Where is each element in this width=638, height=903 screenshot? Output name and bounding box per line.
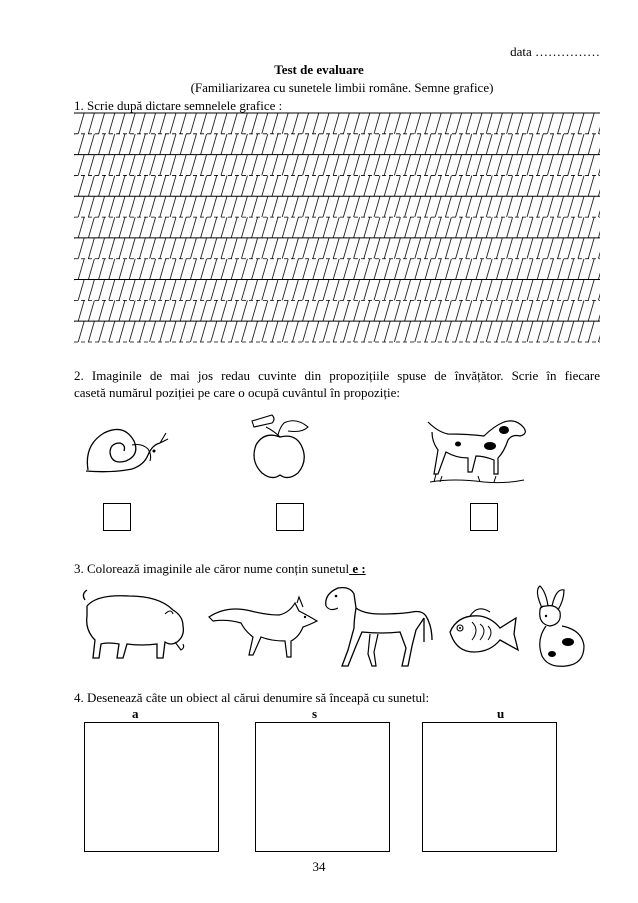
drawing-box-a[interactable] bbox=[84, 722, 219, 852]
slant-lines bbox=[68, 113, 604, 342]
handwriting-grid[interactable] bbox=[74, 113, 600, 342]
page-subtitle: (Familiarizarea cu sunetele limbii române. Semne grafice) bbox=[190, 80, 494, 95]
drawing-box-u[interactable] bbox=[422, 722, 557, 852]
rabbit-icon bbox=[528, 584, 594, 674]
fish-icon bbox=[444, 600, 524, 666]
answer-box-apple[interactable] bbox=[276, 503, 304, 531]
answer-box-dog[interactable] bbox=[470, 503, 498, 531]
date-label: data …………… bbox=[510, 44, 600, 59]
page-number: 34 bbox=[312, 859, 326, 874]
fox-icon bbox=[207, 597, 322, 661]
drawing-box-s[interactable] bbox=[255, 722, 390, 852]
exercise3-prompt bbox=[74, 561, 366, 576]
letter-u: u bbox=[497, 706, 505, 721]
snail-icon bbox=[82, 415, 172, 475]
letter-a: a bbox=[132, 706, 139, 721]
answer-box-snail[interactable] bbox=[103, 503, 131, 531]
exercise2-line1: 2. Imaginile de mai jos redau cuvinte din propozițiile spuse de învățător. Scrie în fiecare bbox=[74, 368, 600, 383]
horse-icon bbox=[320, 584, 440, 670]
exercise3-sound: e : bbox=[349, 561, 366, 576]
exercise2-line2: casetă numărul poziției pe care o ocupă cuvântul în propoziție: bbox=[74, 385, 400, 400]
page-title: Test de evaluare bbox=[274, 62, 364, 77]
apple-icon bbox=[244, 413, 324, 483]
exercise4-prompt: 4. Desenează câte un obiect al cărui denumire să înceapă cu sunetul: bbox=[74, 690, 430, 705]
dog-icon bbox=[424, 412, 532, 492]
exercise3-prompt-text: 3. Colorează imaginile ale căror nume conțin sunetul bbox=[74, 561, 350, 576]
pig-icon bbox=[79, 586, 189, 662]
letter-s: s bbox=[312, 706, 318, 721]
exercise1-prompt: 1. Scrie după dictare semnelele grafice : bbox=[74, 98, 283, 113]
